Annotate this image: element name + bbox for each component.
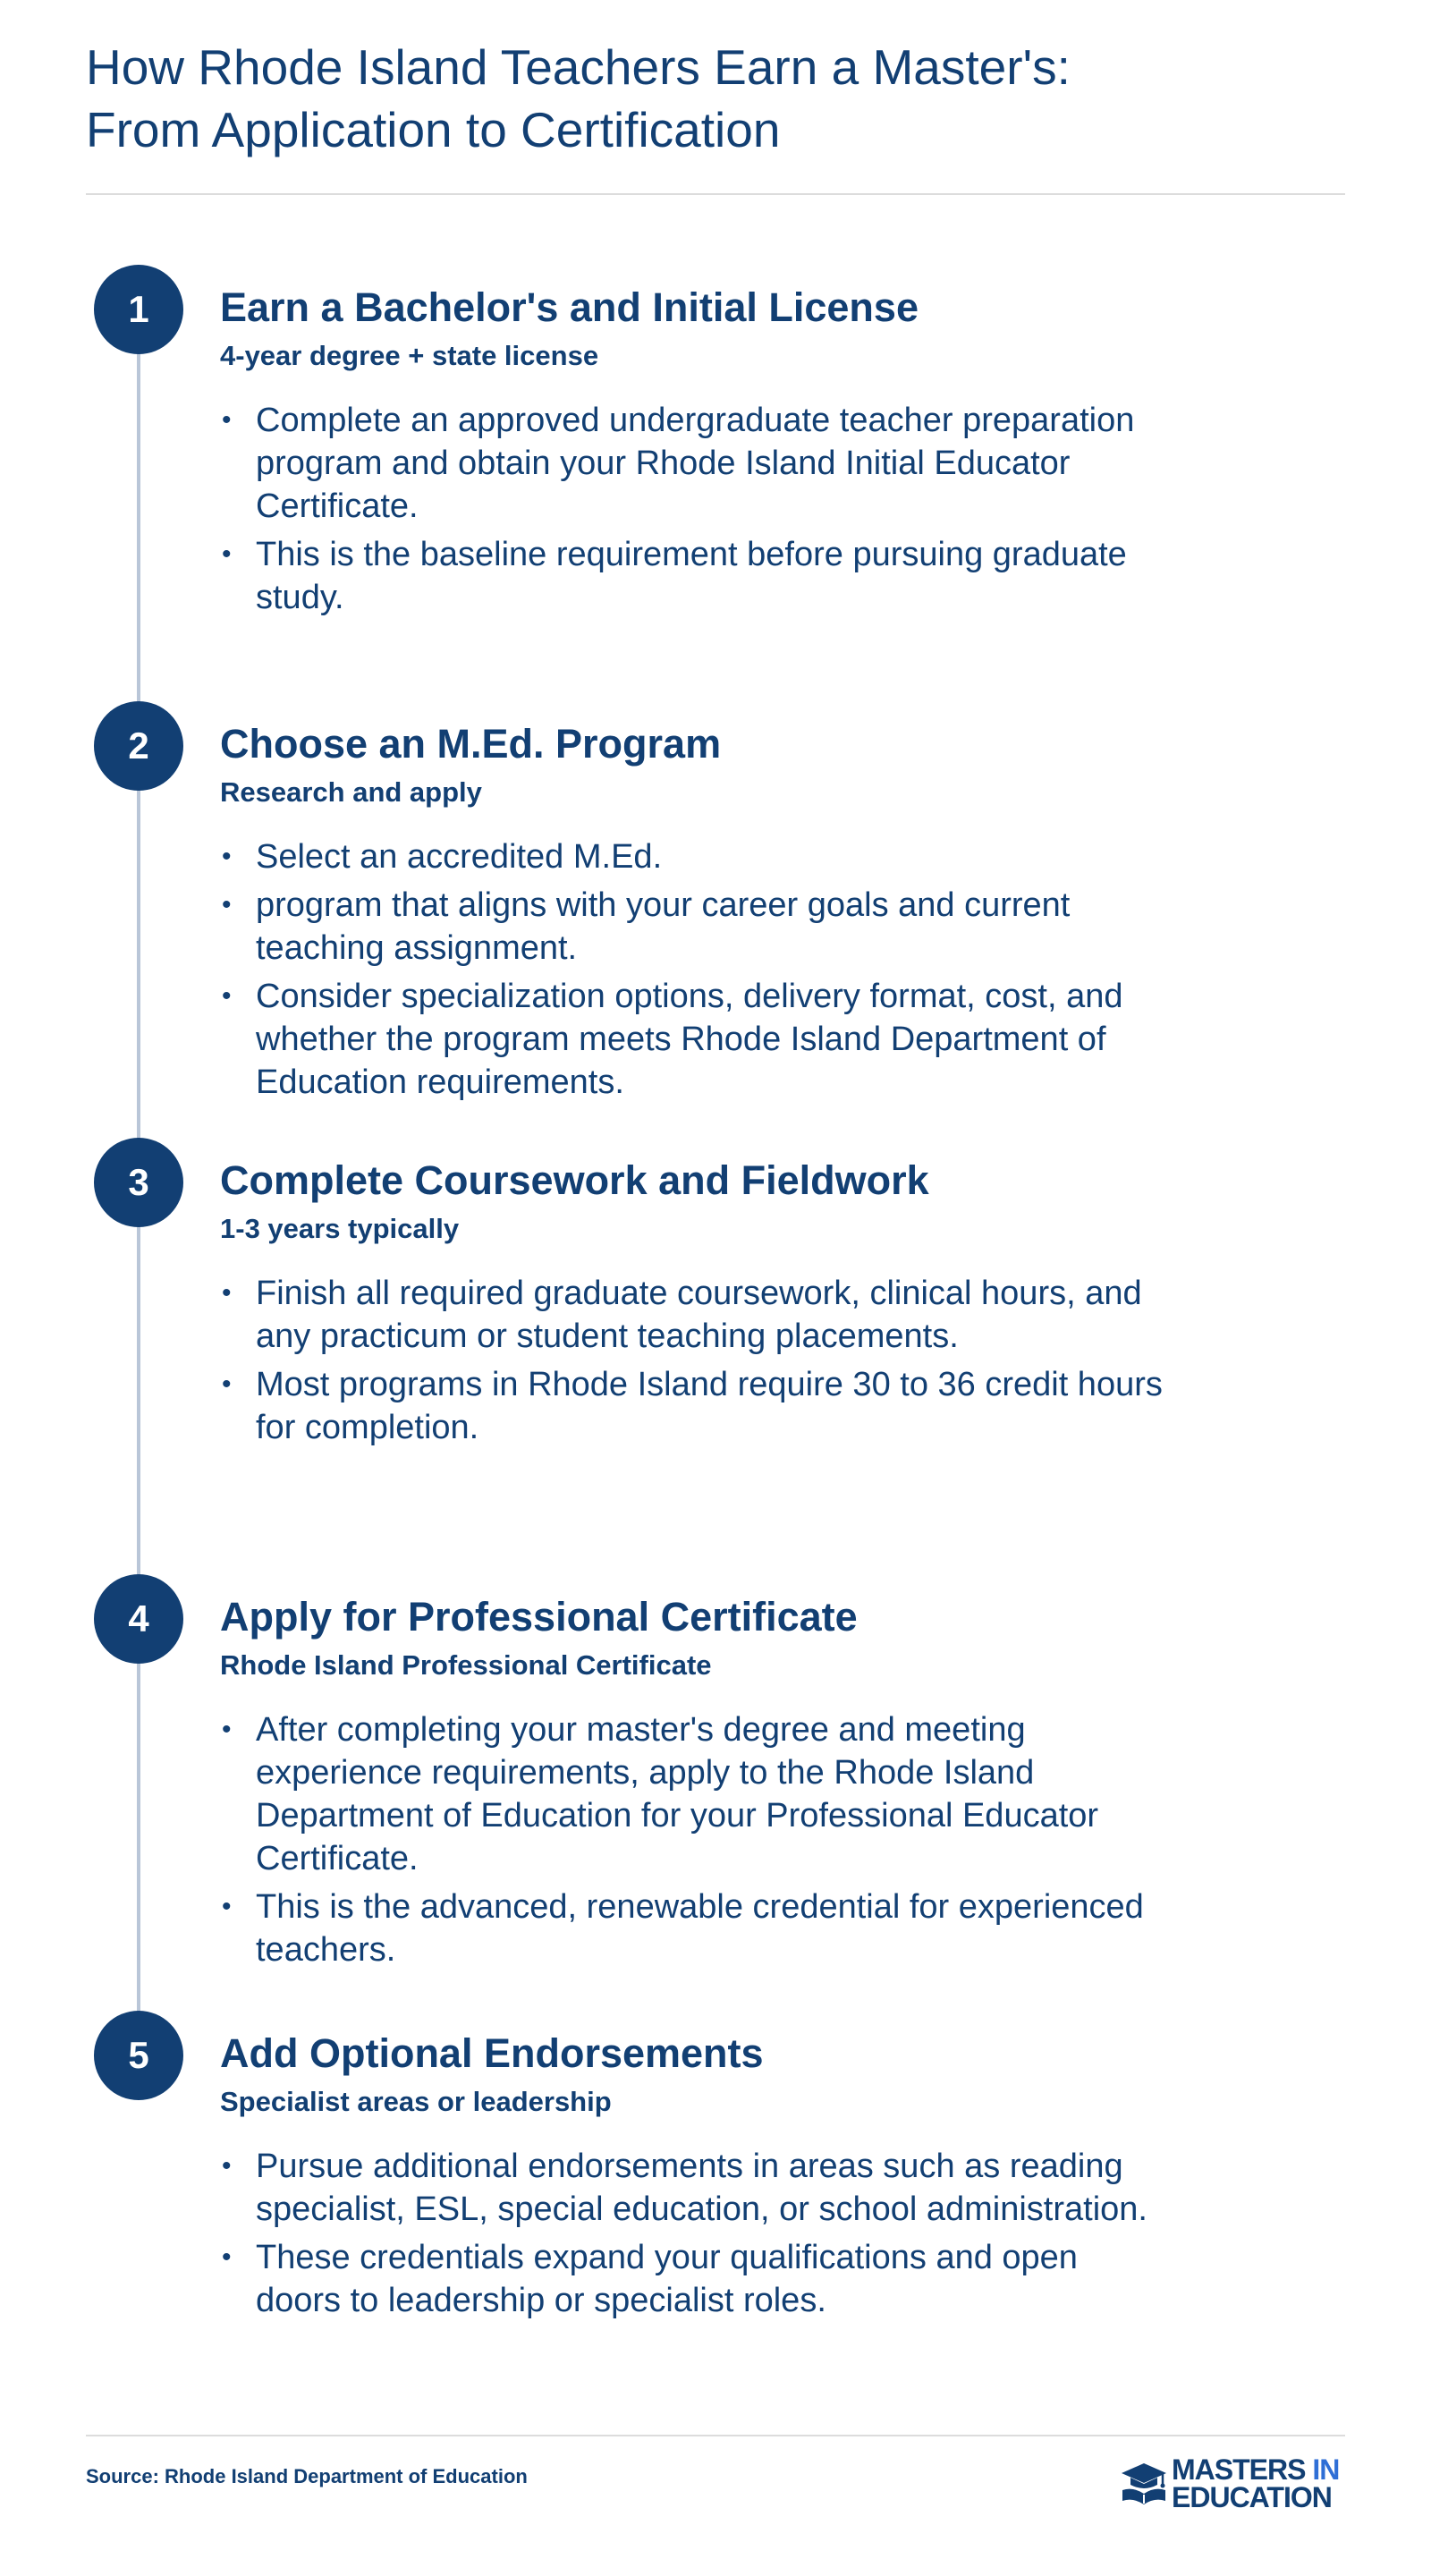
bullet-item — [220, 1363, 1168, 1449]
step-bullet-list — [220, 835, 1168, 1104]
bullet-dot-icon: • — [222, 981, 232, 1011]
step-bullet-list — [220, 1708, 1168, 1971]
step-heading: Apply for Professional Certificate — [220, 1594, 858, 1640]
step-subheading: Rhode Island Professional Certificate — [220, 1649, 712, 1681]
title-line-2: From Application to Certification — [86, 102, 781, 157]
bullet-text: Select an accredited M.Ed. — [256, 838, 663, 876]
bullet-text: After completing your master's degree and meeting experience requirements, apply to the Rhode Island Department of Education for your Professional Educator Certificate. — [256, 1711, 1099, 1877]
step-body — [220, 1592, 1168, 1977]
bullet-dot-icon: • — [222, 2151, 232, 2181]
bullet-item — [220, 1708, 1168, 1880]
bullet-item — [220, 399, 1168, 528]
bullet-text: Most programs in Rhode Island require 30 to 36 credit hours for completion. — [256, 1366, 1163, 1446]
graduation-cap-book-icon — [1120, 2460, 1168, 2508]
step-number-badge: 3 — [94, 1138, 183, 1227]
bullet-item — [220, 2145, 1168, 2231]
bullet-item — [220, 533, 1168, 619]
step-number-badge: 4 — [94, 1574, 183, 1664]
source-note: Source: Rhode Island Department of Education — [86, 2465, 528, 2487]
step-subheading: Specialist areas or leadership — [220, 2086, 612, 2117]
bullet-item — [220, 835, 1168, 878]
bullet-dot-icon: • — [222, 842, 232, 871]
bullet-item — [220, 975, 1168, 1104]
logo-masters: MASTERS — [1172, 2453, 1306, 2486]
step-body — [220, 2029, 1168, 2327]
step-number-badge: 1 — [94, 265, 183, 354]
step-body — [220, 1156, 1168, 1454]
step-bullet-list — [220, 399, 1168, 619]
logo-in: IN — [1312, 2453, 1340, 2486]
bullet-dot-icon: • — [222, 1715, 232, 1744]
bullet-text: Complete an approved undergraduate teacher preparation program and obtain your Rhode Island Initial Educator Certificate. — [256, 402, 1135, 525]
step-subheading: 4-year degree + state license — [220, 340, 599, 371]
bullet-dot-icon: • — [222, 1892, 232, 1921]
step-subheading: Research and apply — [220, 776, 482, 808]
bullet-dot-icon: • — [222, 1278, 232, 1308]
step-number-badge: 5 — [94, 2011, 183, 2100]
page-title — [86, 36, 1338, 161]
step-bullet-list — [220, 1272, 1168, 1449]
bullet-text: Finish all required graduate coursework, clinical hours, and any practicum or student teaching placements. — [256, 1275, 1142, 1355]
step-body — [220, 719, 1168, 1109]
step-heading: Earn a Bachelor's and Initial License — [220, 284, 919, 330]
bullet-item — [220, 884, 1168, 970]
masters-in-education-logo — [1120, 2453, 1347, 2513]
step-heading: Complete Coursework and Fieldwork — [220, 1157, 929, 1203]
step-bullet-list — [220, 2145, 1168, 2322]
bullet-dot-icon: • — [222, 2242, 232, 2272]
logo-line-2: EDUCATION — [1172, 2481, 1332, 2513]
bullet-item — [220, 1885, 1168, 1971]
top-divider — [86, 193, 1345, 195]
bullet-text: These credentials expand your qualifications and open doors to leadership or specialist roles. — [256, 2239, 1078, 2319]
step-body — [220, 283, 1168, 624]
bullet-dot-icon: • — [222, 1369, 232, 1399]
bullet-dot-icon: • — [222, 405, 232, 435]
logo-wordmark — [1172, 2453, 1340, 2513]
step-subheading: 1-3 years typically — [220, 1213, 460, 1244]
bullet-item — [220, 2236, 1168, 2322]
title-line-1: How Rhode Island Teachers Earn a Master's: — [86, 39, 1071, 95]
bullet-dot-icon: • — [222, 890, 232, 919]
bullet-text: This is the baseline requirement before pursuing graduate study. — [256, 536, 1127, 616]
bullet-text: Pursue additional endorsements in areas such as reading specialist, ESL, special education, or school administration. — [256, 2148, 1147, 2228]
bullet-item — [220, 1272, 1168, 1358]
step-number-badge: 2 — [94, 701, 183, 791]
logo-line-1 — [1172, 2453, 1340, 2486]
step-heading: Add Optional Endorsements — [220, 2030, 764, 2076]
bullet-dot-icon: • — [222, 539, 232, 569]
bullet-text: Consider specialization options, delivery format, cost, and whether the program meets Rhode Island Department of Education requirements. — [256, 978, 1123, 1101]
step-heading: Choose an M.Ed. Program — [220, 721, 722, 767]
bullet-text: program that aligns with your career goals and current teaching assignment. — [256, 886, 1071, 967]
bottom-divider — [86, 2435, 1345, 2436]
bullet-text: This is the advanced, renewable credential for experienced teachers. — [256, 1888, 1144, 1969]
